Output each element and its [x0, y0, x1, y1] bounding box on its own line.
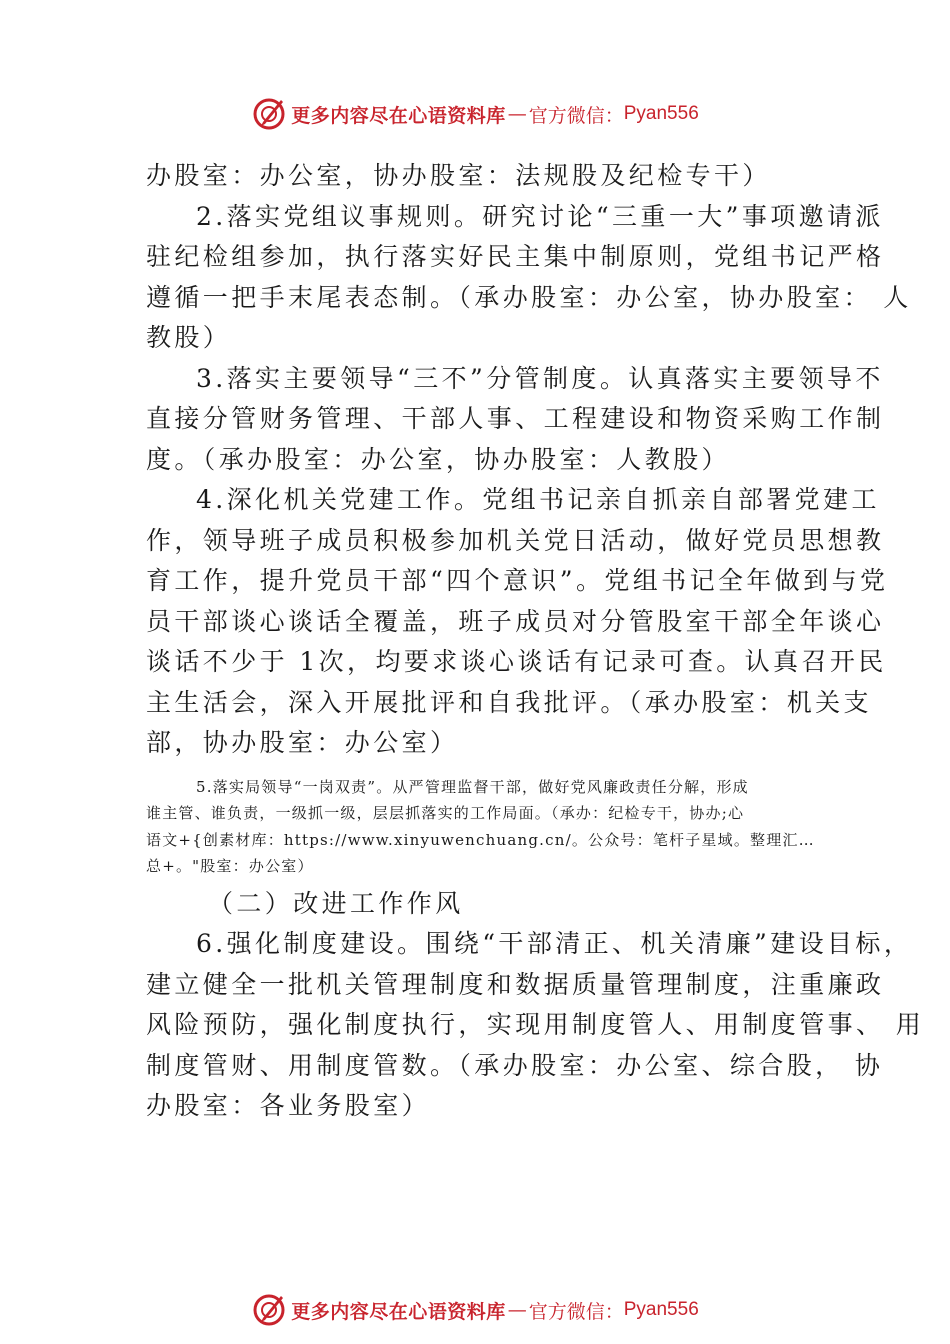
body-line: 作，领导班子成员积极参加机关党日活动，做好党员思想教: [146, 525, 885, 555]
body-line: 办股室：办公室，协办股室：法规股及纪检专干）: [146, 161, 771, 190]
body-line: 度。（承办股室：办公室，协办股室：人教股）: [146, 444, 730, 474]
footer-watermark-banner: [0, 1290, 950, 1330]
document-body: [146, 156, 925, 1127]
banner-wechat-label: 官方微信：: [528, 1300, 624, 1323]
item-3-line: 3.落实主要领导“三不”分管制度。认真落实主要领导不: [196, 363, 884, 393]
small-line: 谁主管、谁负责，一级抓一级，层层抓落实的工作局面。（承办：纪检专干，协办;心: [146, 804, 745, 822]
body-line: 直接分管财务管理、干部人事、工程建设和物资采购工作制: [146, 404, 885, 433]
body-line: 育工作，提升党员干部“四个意识”。党组书记全年做到与党: [146, 566, 889, 595]
header-watermark-banner: [0, 94, 950, 134]
banner-wechat-id: Pyan556: [623, 1299, 699, 1320]
item-6-line: 6.强化制度建设。围绕“干部清正、机关清廉”建设目标，: [196, 929, 913, 958]
item-4-line: 4.深化机关党建工作。党组书记亲自抓亲自部署党建工: [196, 485, 880, 514]
body-line: 员干部谈心谈话全覆盖，班子成员对分管股室干部全年谈心: [146, 606, 885, 636]
banner-dash: —: [507, 1299, 527, 1321]
body-line: 驻纪检组参加，执行落实好民主集中制原则，党组书记严格: [146, 242, 885, 271]
body-line: 部，协办股室：办公室）: [146, 728, 459, 757]
body-line: 主生活会，深入开展批评和自我批评。（承办股室：机关支: [146, 687, 872, 717]
body-line: 制度管财、用制度管数。（承办股室：办公室、综合股， 协: [146, 1050, 884, 1080]
item-2-line: 2.落实党组议事规则。研究讨论“三重一大”事项邀请派: [196, 201, 884, 231]
small-line: 总+。"股室：办公室）: [146, 857, 314, 875]
banner-main-text: 更多内容尽在心语资料库: [291, 104, 506, 127]
banner-main-text: 更多内容尽在心语资料库: [291, 1300, 506, 1323]
body-line: 风险预防，强化制度执行，实现用制度管人、用制度管事、 用: [146, 1010, 925, 1039]
banner-dash: —: [507, 103, 527, 125]
banner-wechat-label: 官方微信：: [528, 104, 624, 127]
small-line: 语文+{创素材库：https://www.xinyuwenchuang.cn/。公众号：笔杆子星域。整理汇…: [146, 830, 815, 849]
section-heading: （二）改进工作作风: [208, 888, 464, 918]
body-line: 谈话不少于 1次，均要求谈心谈话有记录可查。认真召开民: [146, 647, 887, 676]
item-5-small-line: 5.落实局领导“一岗双责”。从严管理监督干部，做好党风廉政责任分解，形成: [196, 777, 749, 796]
banner-wechat-id: Pyan556: [623, 103, 699, 124]
body-line: 建立健全一批机关管理制度和数据质量管理制度，注重廉政: [146, 969, 885, 999]
quill-logo-icon: [251, 96, 287, 132]
quill-logo-icon: [251, 1292, 287, 1328]
body-line: 教股）: [146, 323, 232, 352]
body-line: 办股室：各业务股室）: [146, 1091, 431, 1120]
body-line: 遵循一把手末尾表态制。（承办股室：办公室，协办股室： 人: [146, 282, 912, 312]
